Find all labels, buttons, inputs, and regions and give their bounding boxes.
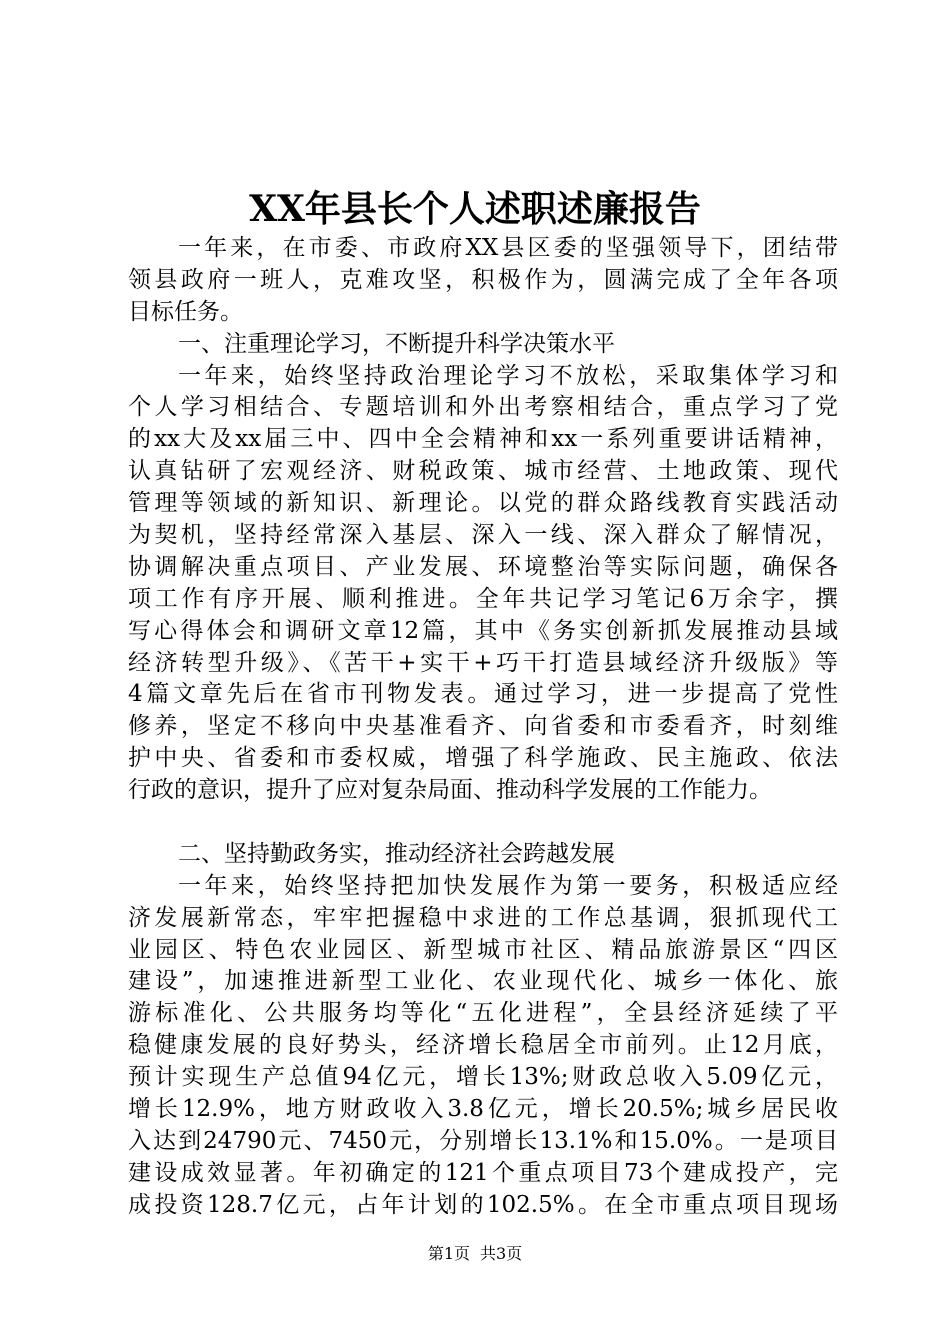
text-line: 成投资128.7亿元，占年计划的102.5%。在全市重点项目现场 (128, 1191, 838, 1218)
text-line: 经济转型升级》、《苦干+实干+巧干打造县域经济升级版》等 (128, 649, 838, 676)
text-line: 一年来，始终坚持把加快发展作为第一要务，积极适应经 (178, 872, 838, 899)
text-line: 项工作有序开展、顺利推进。全年共记学习笔记6万余字，撰 (128, 585, 838, 612)
text-line: 业园区、特色农业园区、新型城市社区、精品旅游景区“四区 (128, 936, 838, 963)
text-line: 建设”，加速推进新型工业化、农业现代化、城乡一体化、旅 (128, 968, 838, 995)
text-line: 建设成效显著。年初确定的121个重点项目73个建成投产，完 (128, 1159, 838, 1186)
text-line: 一、注重理论学习，不断提升科学决策水平 (178, 330, 615, 357)
text-line: 领县政府一班人，克难攻坚，积极作为，圆满完成了全年各项 (128, 266, 838, 293)
text-line: 入达到24790元、7450元，分别增长13.1%和15.0%。一是项目 (128, 1127, 838, 1154)
text-line: 游标准化、公共服务均等化“五化进程”，全县经济延续了平 (128, 1000, 838, 1027)
text-line: 目标任务。 (128, 298, 243, 325)
text-line: 个人学习相结合、专题培训和外出考察相结合，重点学习了党 (128, 394, 838, 421)
paragraph-gap (128, 807, 838, 839)
text-line: 护中央、省委和市委权威，增强了科学施政、民主施政、依法 (128, 745, 838, 772)
text-line: 一年来，在市委、市政府XX县区委的坚强领导下，团结带 (178, 235, 838, 261)
text-line: 二、坚持勤政务实，推动经济社会跨越发展 (178, 840, 615, 867)
text-line: 的xx大及xx届三中、四中全会精神和xx一系列重要讲话精神， (128, 426, 838, 453)
page-total: 共3页 (480, 1244, 523, 1263)
page-number: 第1页 (427, 1244, 470, 1263)
document-body (128, 233, 838, 1222)
text-line: 济发展新常态，牢牢把握稳中求进的工作总基调，狠抓现代工 (128, 904, 838, 931)
text-line: 稳健康发展的良好势头，经济增长稳居全市前列。止12月底， (128, 1032, 838, 1059)
text-line: 一年来，始终坚持政治理论学习不放松，采取集体学习和 (178, 362, 838, 389)
text-line: 增长12.9%，地方财政收入3.8亿元，增长20.5%;城乡居民收 (128, 1096, 838, 1123)
text-line: 为契机，坚持经常深入基层、深入一线、深入群众了解情况， (128, 522, 838, 549)
text-line: 认真钻研了宏观经济、财税政策、城市经营、土地政策、现代 (128, 458, 838, 485)
text-line: 4篇文章先后在省市刊物发表。通过学习，进一步提高了党性 (128, 681, 838, 708)
document-title: XX年县长个人述职述廉报告 (249, 188, 701, 230)
text-line: 修养，坚定不移向中央基准看齐、向省委和市委看齐，时刻维 (128, 713, 838, 740)
page-footer (0, 1242, 950, 1266)
text-line: 写心得体会和调研文章12篇，其中《务实创新抓发展推动县域 (128, 617, 838, 644)
text-line: 协调解决重点项目、产业发展、环境整治等实际问题，确保各 (128, 553, 838, 580)
text-line: 管理等领域的新知识、新理论。以党的群众路线教育实践活动 (128, 490, 838, 517)
text-line: 预计实现生产总值94亿元，增长13%;财政总收入5.09亿元， (128, 1064, 838, 1091)
text-line: 行政的意识，提升了应对复杂局面、推动科学发展的工作能力。 (128, 777, 772, 804)
